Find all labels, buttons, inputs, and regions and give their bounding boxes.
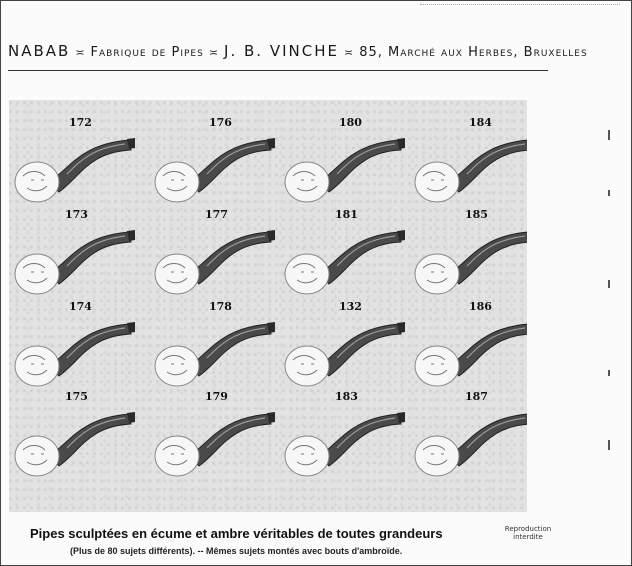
tagline: Fabrique de Pipes bbox=[90, 45, 204, 60]
carved-pipe-illustration bbox=[149, 404, 277, 486]
pipe-item bbox=[9, 116, 137, 216]
carved-pipe-illustration bbox=[279, 222, 407, 304]
pipe-number: 178 bbox=[209, 300, 232, 313]
header-rule bbox=[8, 70, 548, 71]
pipe-number: 176 bbox=[209, 116, 232, 129]
pipe-number: 187 bbox=[465, 390, 488, 403]
carved-pipe-illustration bbox=[149, 222, 277, 304]
pipe-plate bbox=[9, 100, 527, 512]
pipe-item bbox=[149, 300, 277, 400]
pipe-item bbox=[409, 300, 527, 400]
carved-pipe-illustration bbox=[409, 130, 527, 212]
pipe-number: 185 bbox=[465, 208, 488, 221]
pipe-item bbox=[9, 300, 137, 400]
pipe-number: 186 bbox=[469, 300, 492, 313]
margin-marks bbox=[604, 130, 614, 470]
pipe-number: 173 bbox=[65, 208, 88, 221]
address: 85, Marché aux Herbes, Bruxelles bbox=[359, 45, 588, 60]
pipe-item bbox=[149, 390, 277, 490]
carved-pipe-illustration bbox=[9, 314, 137, 396]
pipe-number: 172 bbox=[69, 116, 92, 129]
pipe-number: 180 bbox=[339, 116, 362, 129]
pipe-number: 183 bbox=[335, 390, 358, 403]
carved-pipe-illustration bbox=[149, 130, 277, 212]
header-separator: ≍ bbox=[343, 46, 355, 59]
pipe-item bbox=[279, 116, 407, 216]
reproduction-line1: Reproduction bbox=[504, 525, 552, 533]
pipe-item bbox=[409, 208, 527, 308]
caption-sub: (Plus de 80 sujets différents). -- Mêmes sujets montés avec bouts d'ambroïde. bbox=[70, 546, 403, 556]
carved-pipe-illustration bbox=[409, 222, 527, 304]
pipe-item bbox=[279, 208, 407, 308]
reproduction-notice bbox=[498, 525, 558, 541]
pipe-item bbox=[409, 390, 527, 490]
carved-pipe-illustration bbox=[409, 314, 527, 396]
pipe-number: 184 bbox=[469, 116, 492, 129]
carved-pipe-illustration bbox=[9, 404, 137, 486]
pipe-item bbox=[9, 208, 137, 308]
header-separator: ≍ bbox=[208, 46, 220, 59]
catalog-header bbox=[8, 42, 588, 78]
header-separator: ≍ bbox=[75, 46, 86, 59]
carved-pipe-illustration bbox=[279, 314, 407, 396]
carved-pipe-illustration bbox=[409, 404, 527, 486]
pipe-item bbox=[279, 390, 407, 490]
maker-name: J. B. VINCHE bbox=[224, 42, 339, 60]
pipe-item bbox=[409, 116, 527, 216]
carved-pipe-illustration bbox=[279, 130, 407, 212]
carved-pipe-illustration bbox=[9, 130, 137, 212]
pipe-item bbox=[149, 208, 277, 308]
pipe-item bbox=[149, 116, 277, 216]
brand-name: NABAB bbox=[8, 42, 71, 60]
reproduction-line2: interdite bbox=[513, 533, 543, 541]
pipe-number: 181 bbox=[335, 208, 358, 221]
carved-pipe-illustration bbox=[149, 314, 277, 396]
caption-main: Pipes sculptées en écume et ambre véritables de toutes grandeurs bbox=[30, 526, 443, 541]
pipe-number: 177 bbox=[205, 208, 228, 221]
carved-pipe-illustration bbox=[279, 404, 407, 486]
pipe-number: 179 bbox=[205, 390, 228, 403]
pipe-number: 174 bbox=[69, 300, 92, 313]
pipe-item bbox=[279, 300, 407, 400]
pipe-item bbox=[9, 390, 137, 490]
pipe-number: 175 bbox=[65, 390, 88, 403]
carved-pipe-illustration bbox=[9, 222, 137, 304]
scan-edge-line bbox=[420, 4, 620, 5]
pipe-number: 132 bbox=[339, 300, 362, 313]
